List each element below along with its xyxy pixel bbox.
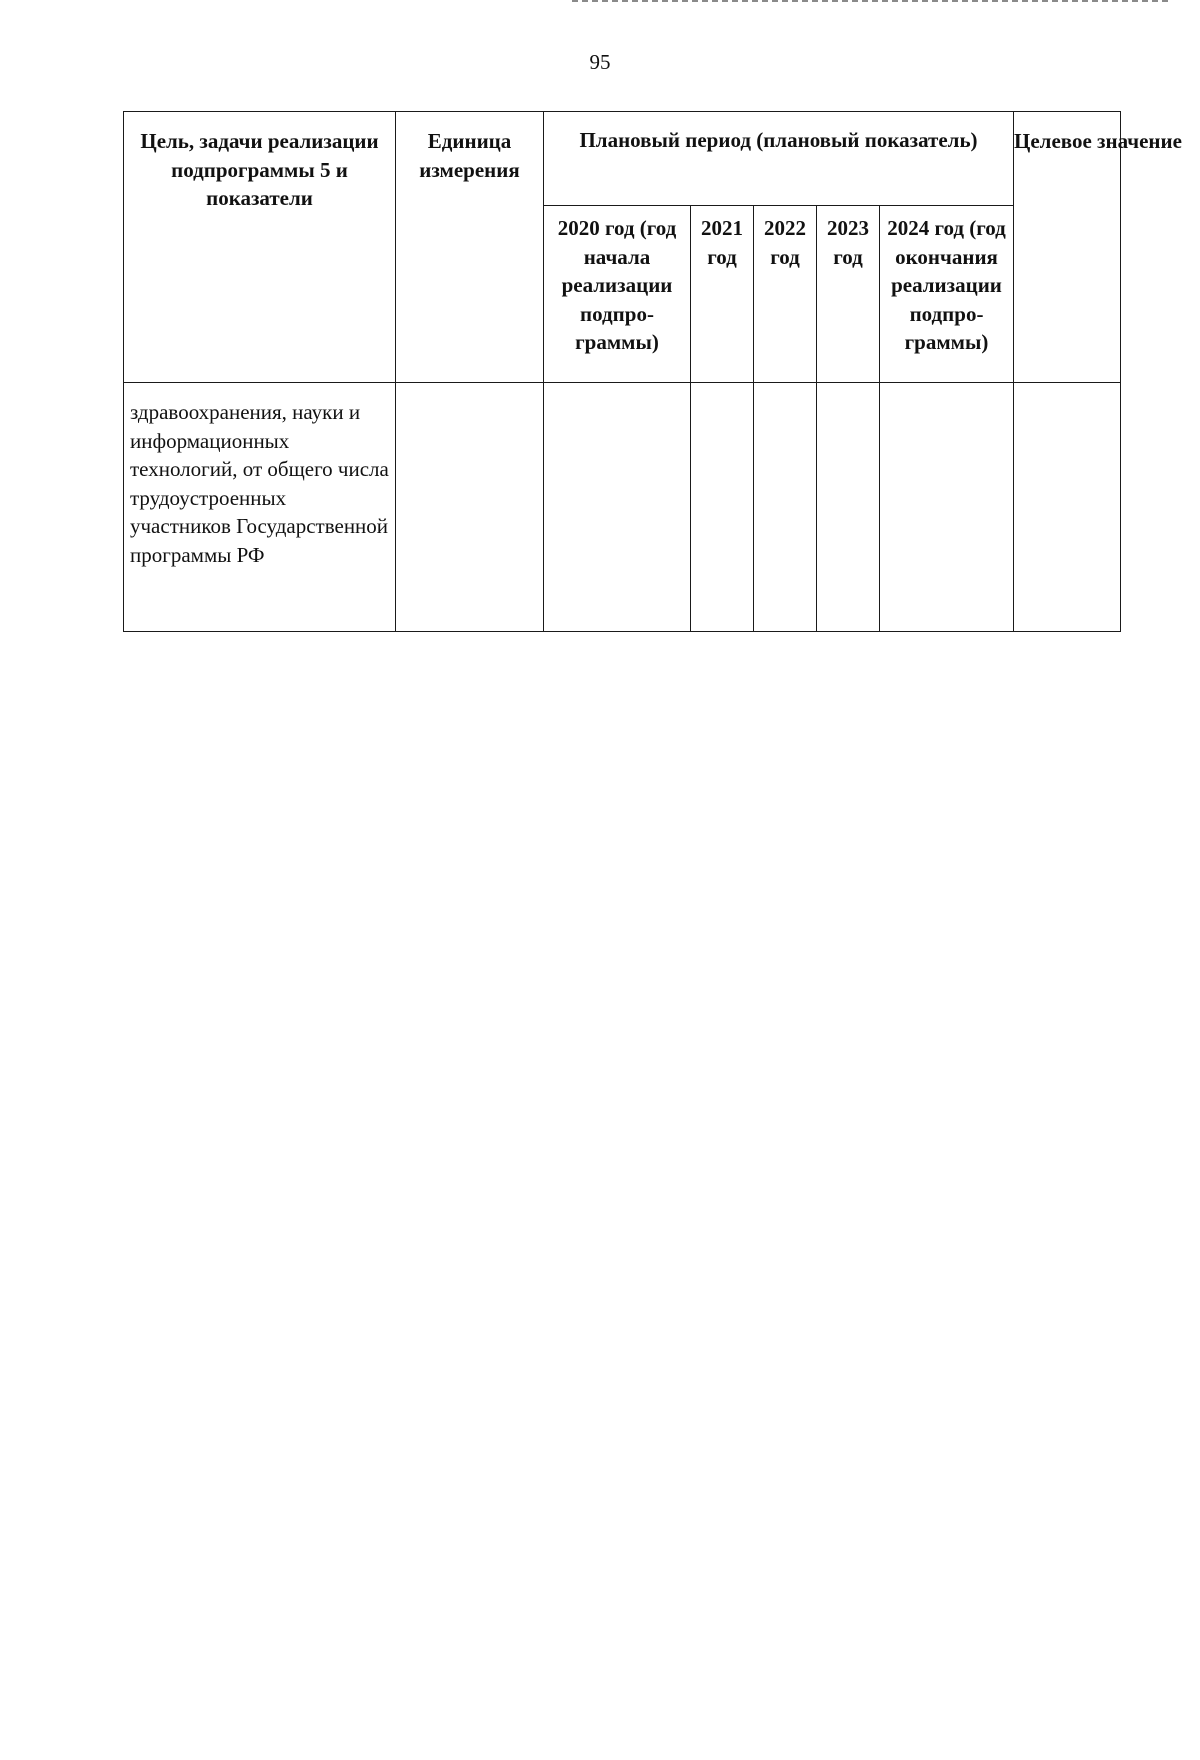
top-dashed-rule (572, 0, 1168, 2)
page-number: 95 (589, 50, 611, 74)
header-planned-period: Плановый период (плановый показатель) (544, 112, 1014, 206)
row-goal-text: здравоохранения, науки и информационных технологий, от общего числа трудоустроенных участников Государственной программы РФ (124, 383, 396, 632)
header-year-2021: 2021 год (691, 206, 754, 383)
row-year-2020-cell (544, 383, 691, 632)
header-year-2024: 2024 год (год окончания реализации подпро-граммы) (880, 206, 1014, 383)
header-year-2020: 2020 год (год начала реализации подпро-граммы) (544, 206, 691, 383)
header-unit: Единица измерения (396, 112, 544, 383)
row-target-cell (1014, 383, 1121, 632)
row-year-2024-cell (880, 383, 1014, 632)
row-year-2021-cell (691, 383, 754, 632)
table-row (124, 383, 1121, 632)
row-unit-cell (396, 383, 544, 632)
header-year-2022: 2022 год (754, 206, 817, 383)
header-year-2023: 2023 год (817, 206, 880, 383)
row-year-2022-cell (754, 383, 817, 632)
header-target-value: Целевое значение (1014, 112, 1121, 383)
header-goal: Цель, задачи реализации подпрограммы 5 и показатели (124, 112, 396, 383)
indicators-table (123, 111, 1182, 632)
row-year-2023-cell (817, 383, 880, 632)
header-row-1 (124, 112, 1121, 206)
